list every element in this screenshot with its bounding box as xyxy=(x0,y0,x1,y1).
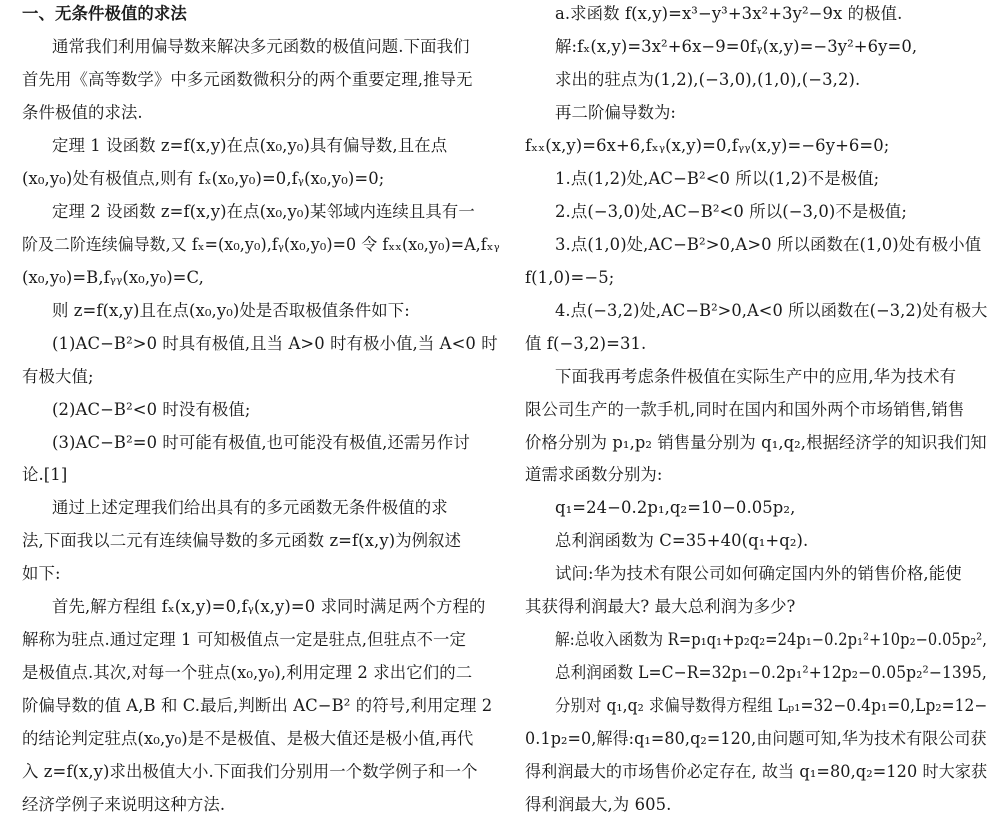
case-line: 3.点(1,0)处,AC−B²>0,A>0 所以函数在(1,0)处有极小值 xyxy=(555,234,982,254)
case-line: 4.点(−3,2)处,AC−B²>0,A<0 所以函数在(−3,2)处有极大 xyxy=(555,300,988,320)
text-line: 再二阶偏导数为: xyxy=(555,102,677,122)
text-line: 的结论判定驻点(x₀,y₀)是不是极值、是极大值还是极小值,再代 xyxy=(22,729,474,749)
text-line: 分别对 q₁,q₂ 求偏导数得方程组 Lₚ₁=32−0.4p₁=0,Lp₂=12− xyxy=(555,696,988,716)
text-line: 值 f(−3,2)=31. xyxy=(525,333,647,353)
text-line: 入 z=f(x,y)求出极值大小.下面我们分别用一个数学例子和一个 xyxy=(22,762,478,781)
condition-2-line: (2)AC−B²<0 时没有极值; xyxy=(52,399,251,419)
text-line: 阶及二阶连续偏导数,又 fₓ=(x₀,y₀),fᵧ(x₀,y₀)=0 令 fₓₓ(x₀,y₀)=A,fₓᵧ xyxy=(22,234,500,254)
equation-line: 解:总收入函数为 R=p₁q₁+p₂q₂=24p₁−0.2p₁²+10p₂−0.05p₂², xyxy=(555,630,987,650)
text-line: (x₀,y₀)=B,fᵧᵧ(x₀,y₀)=C, xyxy=(22,267,204,287)
text-line: 解:fₓ(x,y)=3x²+6x−9=0fᵧ(x,y)=−3y²+6y=0, xyxy=(555,37,918,56)
text-line: 经济学例子来说明这种方法. xyxy=(22,795,226,814)
example-title: a.求函数 f(x,y)=x³−y³+3x²+3y²−9x 的极值. xyxy=(555,4,903,23)
theorem-1-line: 定理 1 设函数 z=f(x,y)在点(x₀,y₀)具有偏导数,且在点 xyxy=(52,135,448,155)
text-line: 其获得利润最大? 最大总利润为多少? xyxy=(525,597,796,617)
case-line: 2.点(−3,0)处,AC−B²<0 所以(−3,0)不是极值; xyxy=(555,201,907,221)
text-line: 首先,解方程组 fₓ(x,y)=0,fᵧ(x,y)=0 求同时满足两个方程的 xyxy=(52,597,486,617)
text-line: 条件极值的求法. xyxy=(22,102,143,122)
equation-line: 总利润函数 L=C−R=32p₁−0.2p₁²+12p₂−0.05p₂²−1395, xyxy=(555,663,987,683)
text-line: 求出的驻点为(1,2),(−3,0),(1,0),(−3,2). xyxy=(555,69,861,89)
text-line: 限公司生产的一款手机,同时在国内和国外两个市场销售,销售 xyxy=(525,399,965,419)
text-line: 得利润最大,为 605. xyxy=(525,795,672,814)
text-line: 解称为驻点.通过定理 1 可知极值点一定是驻点,但驻点不一定 xyxy=(22,630,467,650)
text-line: 如下: xyxy=(22,564,61,584)
text-line: 得利润最大的市场售价必定存在, 故当 q₁=80,q₂=120 时大家获 xyxy=(525,762,988,781)
text-line: f(1,0)=−5; xyxy=(525,267,615,287)
text-line: 论.[1] xyxy=(22,465,68,485)
text-line: 0.1p₂=0,解得:q₁=80,q₂=120,由问题可知,华为技术有限公司获 xyxy=(525,729,987,749)
text-line: 试问:华为技术有限公司如何确定国内外的销售价格,能使 xyxy=(555,564,962,584)
case-line: 1.点(1,2)处,AC−B²<0 所以(1,2)不是极值; xyxy=(555,168,880,188)
equation-line: q₁=24−0.2p₁,q₂=10−0.05p₂, xyxy=(555,498,796,518)
text-line: 下面我再考虑条件极值在实际生产中的应用,华为技术有 xyxy=(555,366,957,386)
condition-3-line: (3)AC−B²=0 时可能有极值,也可能没有极值,还需另作讨 xyxy=(52,432,470,452)
text-line: 则 z=f(x,y)且在点(x₀,y₀)处是否取极值条件如下: xyxy=(52,300,410,320)
text-line: 价格分别为 p₁,p₂ 销售量分别为 q₁,q₂,根据经济学的知识我们知 xyxy=(525,432,987,452)
text-line: 是极值点.其次,对每一个驻点(x₀,y₀),利用定理 2 求出它们的二 xyxy=(22,663,473,683)
text-line: 通过上述定理我们给出具有的多元函数无条件极值的求 xyxy=(52,498,448,518)
text-line: 通常我们利用偏导数来解决多元函数的极值问题.下面我们 xyxy=(52,37,470,56)
condition-1-line: (1)AC−B²>0 时具有极值,且当 A>0 时有极小值,当 A<0 时 xyxy=(52,333,498,353)
text-line: fₓₓ(x,y)=6x+6,fₓᵧ(x,y)=0,fᵧᵧ(x,y)=−6y+6=0; xyxy=(525,135,890,155)
text-line: 道需求函数分别为: xyxy=(525,465,663,485)
text-line: 有极大值; xyxy=(22,366,94,386)
equation-line: 总利润函数为 C=35+40(q₁+q₂). xyxy=(555,531,809,551)
text-line: 首先用《高等数学》中多元函数微积分的两个重要定理,推导无 xyxy=(22,69,473,89)
section-heading: 一、无条件极值的求法 xyxy=(22,4,187,23)
text-line: 法,下面我以二元有连续偏导数的多元函数 z=f(x,y)为例叙述 xyxy=(22,531,462,551)
theorem-2-line: 定理 2 设函数 z=f(x,y)在点(x₀,y₀)某邻域内连续且具有一 xyxy=(52,201,475,221)
text-line: 阶偏导数的值 A,B 和 C.最后,判断出 AC−B² 的符号,利用定理 2 xyxy=(22,696,493,716)
text-line: (x₀,y₀)处有极值点,则有 fₓ(x₀,y₀)=0,fᵧ(x₀,y₀)=0; xyxy=(22,168,385,188)
